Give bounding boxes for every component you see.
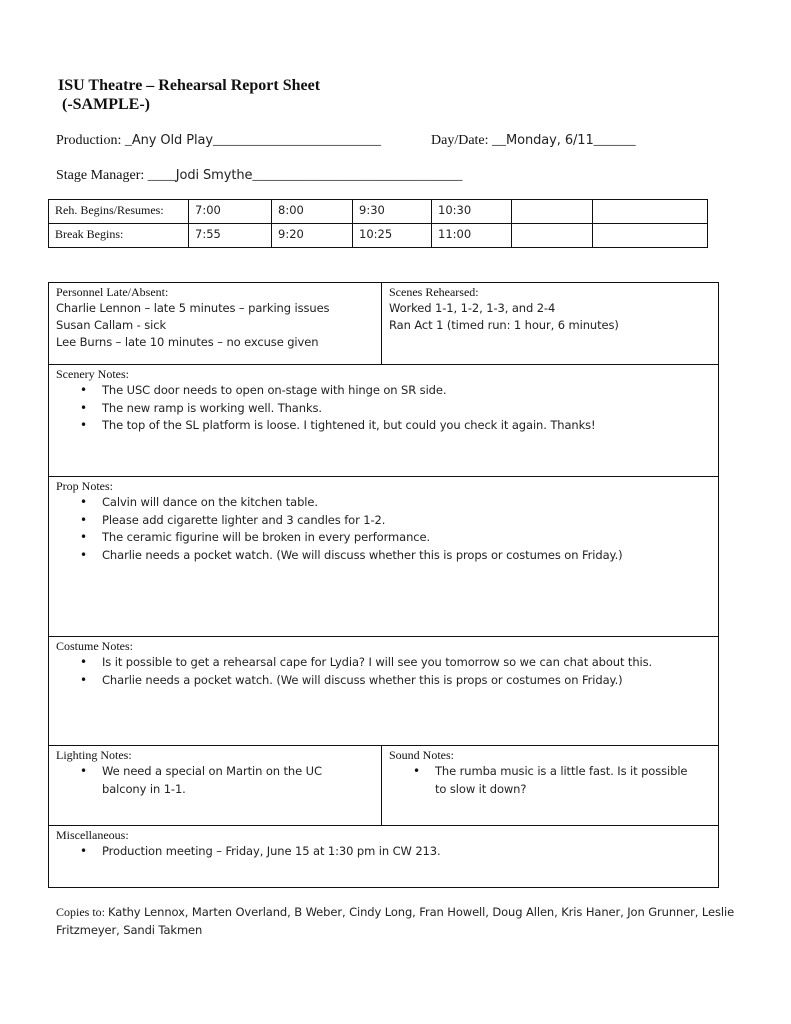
list-item: • Charlie needs a pocket watch. (We will discuss whether this is props or costumes on Friday.) <box>102 672 710 690</box>
lighting-header: Lighting Notes: <box>56 748 132 762</box>
stage-manager-tail: ______________________________ <box>252 168 463 183</box>
break-time-cell <box>593 224 708 248</box>
reh-time-cell: 8:00 <box>272 200 353 224</box>
stage-manager-value: Jodi Smythe <box>175 168 253 183</box>
list-item: • The top of the SL platform is loose. I tightened it, but could you check it again. Thanks! <box>102 417 710 435</box>
costume-header: Costume Notes: <box>56 639 133 653</box>
copies-label: Copies to: <box>56 905 106 919</box>
misc-header: Miscellaneous: <box>56 828 129 842</box>
list-item: • We need a special on Martin on the UC balcony in 1-1. <box>102 763 364 798</box>
daydate-prefix: __ <box>488 133 507 148</box>
reh-time-cell: 9:30 <box>353 200 432 224</box>
personnel-line: Lee Burns – late 10 minutes – no excuse given <box>56 335 319 349</box>
list-item: • Please add cigarette lighter and 3 candles for 1-2. <box>102 512 710 530</box>
list-item: • The rumba music is a little fast. Is it possible to slow it down? <box>435 763 691 798</box>
production-field <box>56 132 381 150</box>
divider <box>381 282 382 365</box>
rehearsal-timing-table <box>48 199 708 248</box>
props-section <box>50 477 716 566</box>
copies-to <box>56 903 746 939</box>
scenery-section <box>50 365 716 437</box>
personnel-line: Charlie Lennon – late 5 minutes – parking issues <box>56 301 330 315</box>
lighting-section <box>50 746 380 800</box>
costume-section <box>50 637 716 691</box>
misc-list <box>56 843 710 861</box>
daydate-value: Monday, 6/11 <box>506 133 594 148</box>
list-item: • Calvin will dance on the kitchen table. <box>102 494 710 512</box>
daydate-field <box>431 132 636 150</box>
list-item: • The USC door needs to open on-stage with hinge on SR side. <box>102 382 710 400</box>
production-value: Any Old Play <box>131 133 213 148</box>
daydate-tail: ______ <box>593 133 636 148</box>
costume-list <box>56 654 710 689</box>
personnel-header: Personnel Late/Absent: <box>56 285 169 299</box>
scenes-line: Worked 1-1, 1-2, 1-3, and 2-4 <box>389 301 556 315</box>
production-label: Production: <box>56 133 122 148</box>
lighting-list <box>56 763 374 798</box>
list-item: • Is it possible to get a rehearsal cape for Lydia? I will see you tomorrow so we can chat about this. <box>102 654 710 672</box>
scenes-header: Scenes Rehearsed: <box>389 285 479 299</box>
break-time-cell: 7:55 <box>189 224 272 248</box>
report-title-block <box>58 76 320 114</box>
reh-time-cell: 7:00 <box>189 200 272 224</box>
scenery-list <box>56 382 710 435</box>
sound-list <box>389 763 711 798</box>
stage-manager-prefix: ____ <box>144 168 176 183</box>
props-list <box>56 494 710 564</box>
personnel-section <box>50 283 380 353</box>
reh-time-cell <box>512 200 593 224</box>
scenes-section <box>383 283 717 336</box>
misc-section <box>50 826 716 863</box>
divider <box>381 745 382 826</box>
break-time-cell <box>512 224 593 248</box>
break-time-cell: 11:00 <box>432 224 512 248</box>
reh-time-cell: 10:30 <box>432 200 512 224</box>
break-time-cell: 9:20 <box>272 224 353 248</box>
reh-time-cell <box>593 200 708 224</box>
list-item: • The ceramic figurine will be broken in every performance. <box>102 529 710 547</box>
scenes-line: Ran Act 1 (timed run: 1 hour, 6 minutes) <box>389 318 619 332</box>
props-header: Prop Notes: <box>56 479 113 493</box>
reh-begins-label: Reh. Begins/Resumes: <box>49 200 189 224</box>
list-item: • Charlie needs a pocket watch. (We will discuss whether this is props or costumes on Friday.) <box>102 547 710 565</box>
sound-header: Sound Notes: <box>389 748 455 762</box>
copies-names: Kathy Lennox, Marten Overland, B Weber, Cindy Long, Fran Howell, Doug Allen, Kris Haner, Jon Grunner, Leslie Fritzmeyer, Sandi Takmen <box>56 905 735 937</box>
stage-manager-field <box>56 167 462 185</box>
personnel-line: Susan Callam - sick <box>56 318 167 332</box>
production-prefix: _ <box>121 133 132 148</box>
break-time-cell: 10:25 <box>353 224 432 248</box>
daydate-label: Day/Date: <box>431 133 489 148</box>
break-begins-row <box>49 224 708 248</box>
page-title: ISU Theatre – Rehearsal Report Sheet <box>58 77 321 94</box>
reh-begins-row <box>49 200 708 224</box>
scenery-header: Scenery Notes: <box>56 367 129 381</box>
production-tail: ________________________ <box>212 133 381 148</box>
list-item: • Production meeting – Friday, June 15 at 1:30 pm in CW 213. <box>102 843 710 861</box>
page-subtitle: (-SAMPLE-) <box>58 96 150 113</box>
stage-manager-label: Stage Manager: <box>56 168 145 183</box>
list-item: • The new ramp is working well. Thanks. <box>102 400 710 418</box>
break-begins-label: Break Begins: <box>49 224 189 248</box>
sound-section <box>383 746 717 800</box>
